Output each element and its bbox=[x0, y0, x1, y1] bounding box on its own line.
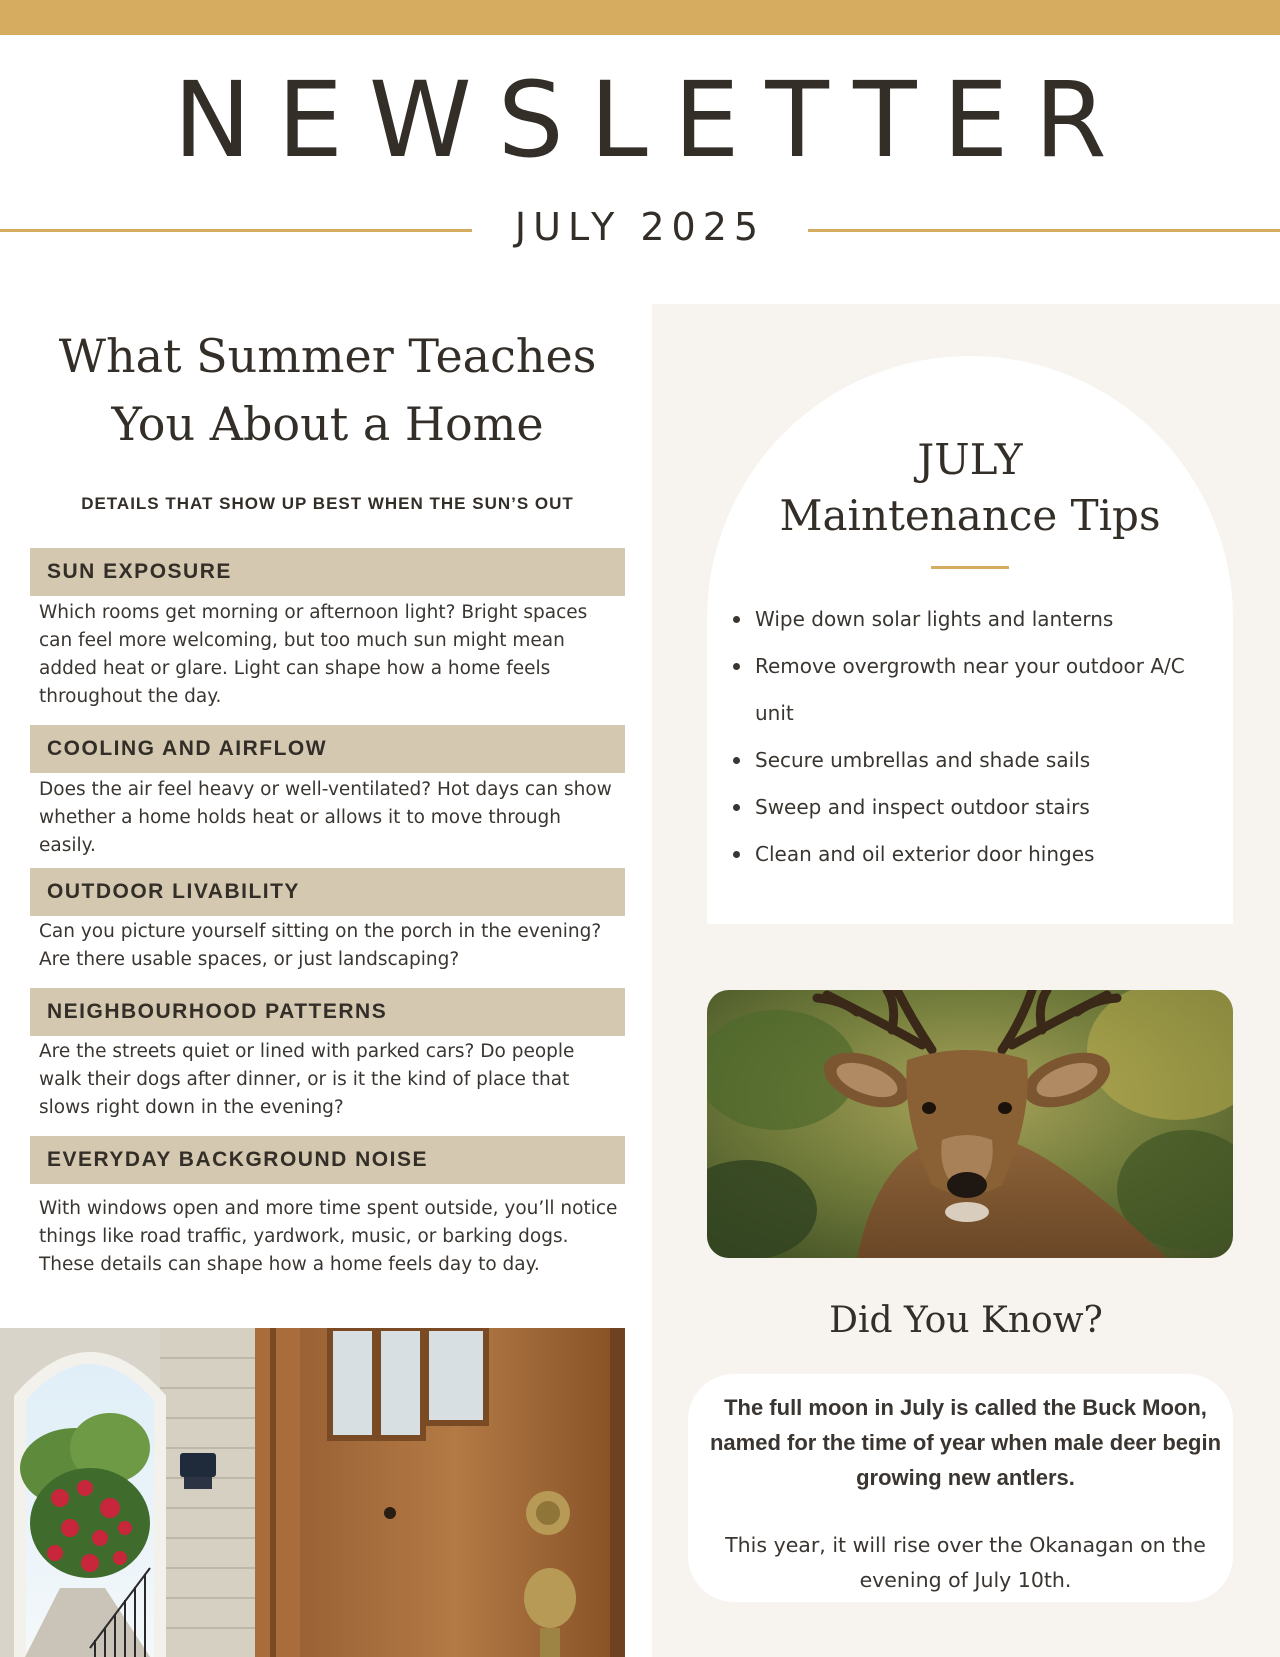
tip-text: Sweep and inspect outdoor stairs bbox=[755, 795, 1090, 819]
tips-title-month: JULY bbox=[917, 435, 1023, 484]
section-body-neighbourhood-patterns: Are the streets quiet or lined with parked cars? Do people walk their dogs after dinner, or is it the kind of place that slows right down in the evening? bbox=[39, 1041, 575, 1118]
bullet-icon bbox=[733, 757, 740, 764]
section-header-cooling-airflow: COOLING AND AIRFLOW bbox=[30, 725, 625, 773]
section-header-background-noise: EVERYDAY BACKGROUND NOISE bbox=[30, 1136, 625, 1184]
section-body-outdoor-livability: Can you picture yourself sitting on the porch in the evening? Are there usable spaces, or just landscaping? bbox=[39, 921, 602, 970]
section-body-cooling-airflow: Does the air feel heavy or well-ventilated? Hot days can show whether a home holds heat or allows it to move through easily. bbox=[39, 779, 612, 856]
section-body-sun-exposure: Which rooms get morning or afternoon light? Bright spaces can feel more welcoming, but too much sun might mean added heat or glare. Light can shape how a home feels throughout the day. bbox=[39, 602, 588, 707]
issue-date: JULY 2025 bbox=[514, 205, 766, 249]
tip-text: Clean and oil exterior door hinges bbox=[755, 842, 1095, 866]
issue-date-row bbox=[0, 205, 1280, 255]
tips-accent-line bbox=[931, 566, 1009, 569]
list-item bbox=[755, 643, 1195, 737]
tip-text: Wipe down solar lights and lanterns bbox=[755, 607, 1114, 631]
divider-left bbox=[0, 229, 472, 232]
article-title-line: What Summer Teaches bbox=[58, 329, 597, 383]
open-front-door-photo bbox=[0, 1328, 625, 1657]
maintenance-tips-list bbox=[755, 596, 1195, 878]
list-item bbox=[755, 737, 1195, 784]
bullet-icon bbox=[733, 804, 740, 811]
did-you-know-local-fact: This year, it will rise over the Okanagan on the evening of July 10th. bbox=[725, 1533, 1206, 1592]
list-item bbox=[755, 596, 1195, 643]
section-header-neighbourhood-patterns: NEIGHBOURHOOD PATTERNS bbox=[30, 988, 625, 1036]
article-subtitle: DETAILS THAT SHOW UP BEST WHEN THE SUN’S OUT bbox=[81, 494, 574, 513]
deer-photo bbox=[707, 990, 1233, 1258]
tips-title-text: Maintenance Tips bbox=[779, 491, 1161, 540]
newsletter-title: NEWSLETTER bbox=[173, 59, 1133, 181]
list-item bbox=[755, 784, 1195, 831]
tip-text: Remove overgrowth near your outdoor A/C unit bbox=[755, 654, 1185, 725]
top-accent-bar bbox=[0, 0, 1280, 35]
divider-right bbox=[808, 229, 1280, 232]
did-you-know-fact: The full moon in July is called the Buck Moon, named for the time of year when male deer begin growing new antlers. bbox=[709, 1395, 1222, 1490]
section-body-background-noise: With windows open and more time spent outside, you’ll notice things like road traffic, yardwork, music, or barking dogs. These details can shape how a home feels day to day. bbox=[39, 1198, 618, 1275]
article-title bbox=[30, 322, 625, 458]
maintenance-tips-title bbox=[707, 432, 1233, 544]
article-title-line: You About a Home bbox=[111, 397, 544, 451]
bullet-icon bbox=[733, 616, 740, 623]
did-you-know-title: Did You Know? bbox=[829, 1300, 1103, 1341]
section-header-sun-exposure: SUN EXPOSURE bbox=[30, 548, 625, 596]
bullet-icon bbox=[733, 663, 740, 670]
bullet-icon bbox=[733, 851, 740, 858]
list-item bbox=[755, 831, 1195, 878]
tip-text: Secure umbrellas and shade sails bbox=[755, 748, 1091, 772]
section-header-outdoor-livability: OUTDOOR LIVABILITY bbox=[30, 868, 625, 916]
